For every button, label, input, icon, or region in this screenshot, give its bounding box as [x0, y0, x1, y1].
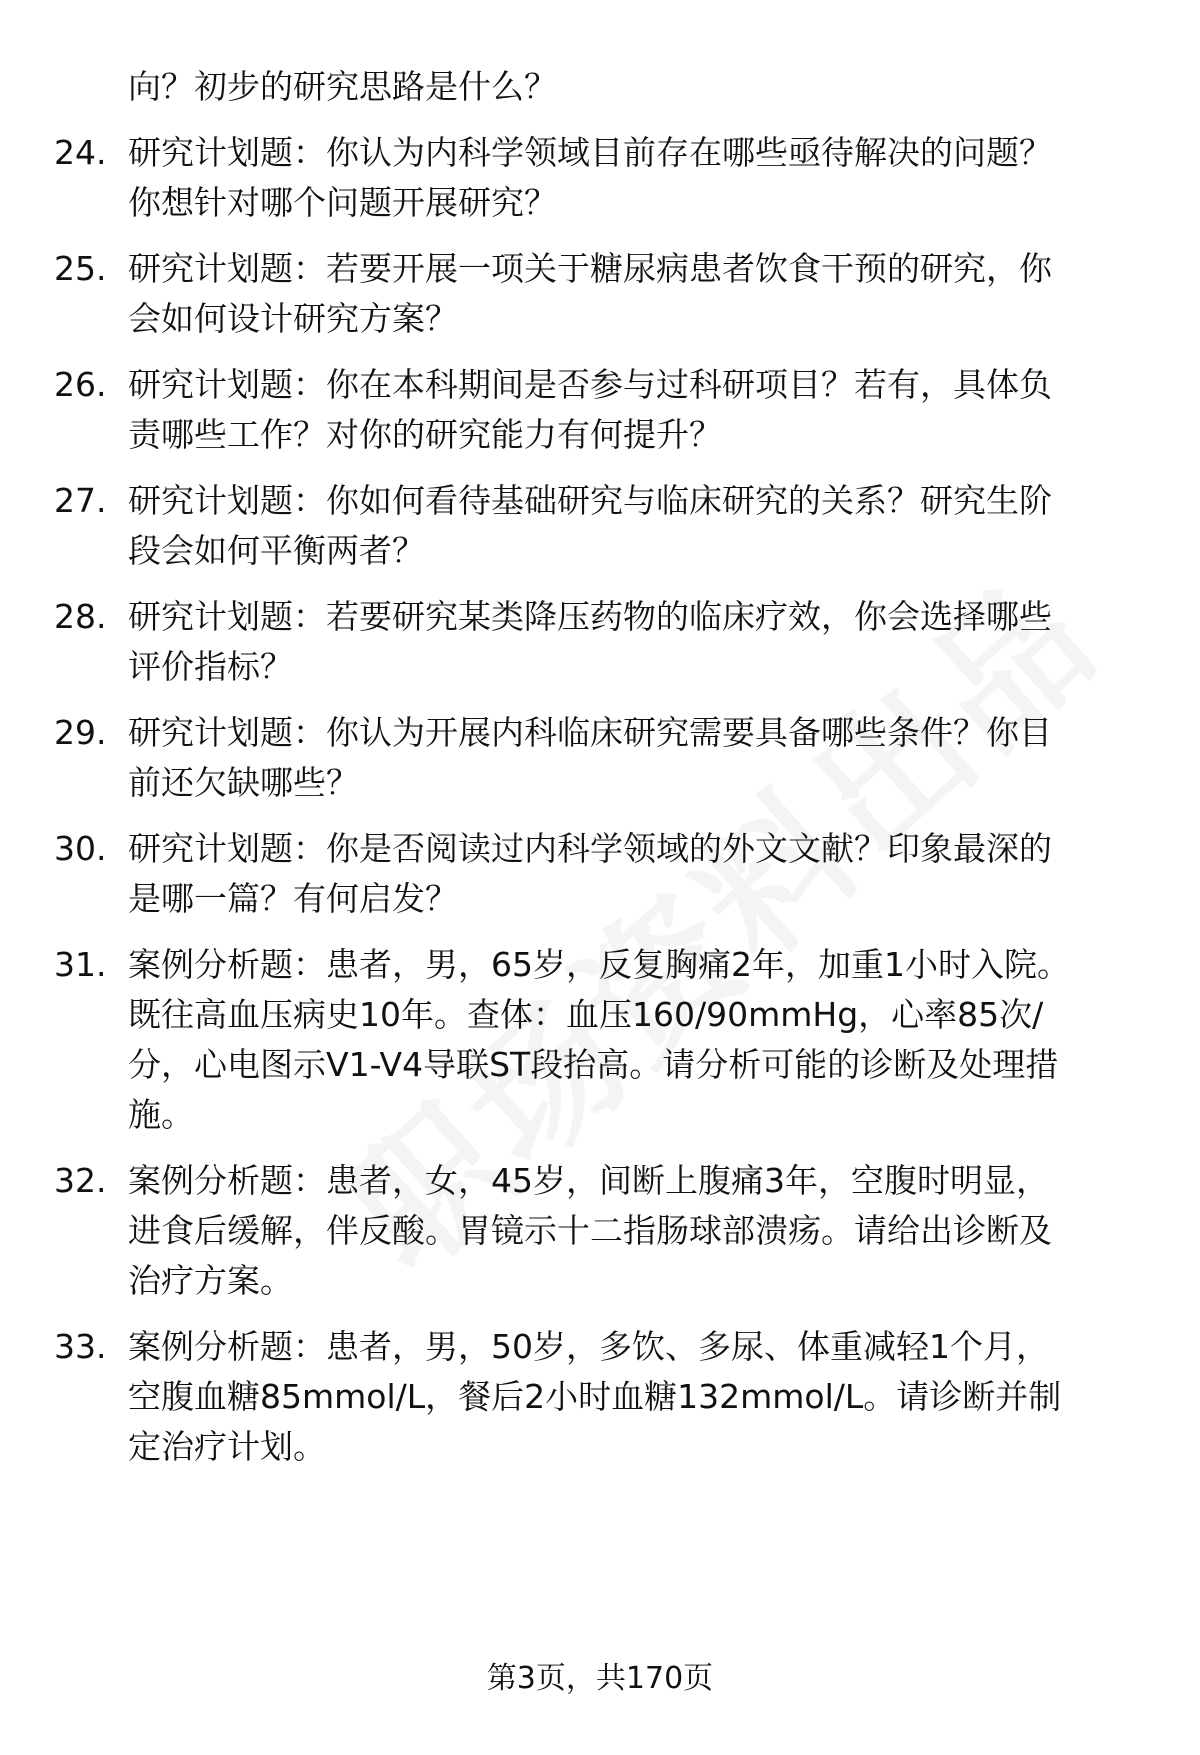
- question-line: 研究计划题：若要开展一项关于糖尿病患者饮食干预的研究，你: [128, 249, 1052, 288]
- question-text: [128, 824, 1148, 924]
- question-line: 研究计划题：你认为内科学领域目前存在哪些亟待解决的问题？: [128, 133, 1052, 172]
- question-line: 研究计划题：你在本科期间是否参与过科研项目？若有，具体负: [128, 365, 1052, 404]
- question-line: 既往高血压病史10年。查体：血压160/90mmHg，心率85次/: [128, 995, 1044, 1034]
- question-line: 评价指标？: [128, 647, 293, 686]
- question-line: 进食后缓解，伴反酸。胃镜示十二指肠球部溃疡。请给出诊断及: [128, 1211, 1052, 1250]
- question-line: 治疗方案。: [128, 1261, 293, 1300]
- question-text: [128, 1156, 1148, 1306]
- question-text: [128, 244, 1148, 344]
- question-number: 27.: [54, 481, 107, 520]
- question-number: 30.: [54, 829, 107, 868]
- question-line: 会如何设计研究方案？: [128, 299, 458, 338]
- question-number: 32.: [54, 1161, 107, 1200]
- question-number: 33.: [54, 1327, 107, 1366]
- question-number: 24.: [54, 133, 107, 172]
- question-line: 研究计划题：若要研究某类降压药物的临床疗效，你会选择哪些: [128, 597, 1052, 636]
- question-number: 26.: [54, 365, 107, 404]
- question-number: 31.: [54, 945, 107, 984]
- question-line: 是哪一篇？有何启发？: [128, 879, 458, 918]
- question-line: 案例分析题：患者，男，65岁，反复胸痛2年，加重1小时入院。: [128, 945, 1070, 984]
- question-line: 研究计划题：你是否阅读过内科学领域的外文文献？印象最深的: [128, 829, 1052, 868]
- question-text: [128, 476, 1148, 576]
- question-line: 空腹血糖85mmol/L，餐后2小时血糖132mmol/L。请诊断并制: [128, 1377, 1062, 1416]
- question-line: 研究计划题：你认为开展内科临床研究需要具备哪些条件？你目: [128, 713, 1052, 752]
- question-text: [128, 360, 1148, 460]
- question-text: [128, 128, 1148, 228]
- question-line: 案例分析题：患者，女，45岁，间断上腹痛3年，空腹时明显，: [128, 1161, 1049, 1200]
- question-text: [128, 592, 1148, 692]
- question-line: 施。: [128, 1095, 194, 1134]
- page-footer: 第3页，共170页: [486, 1661, 714, 1696]
- question-line: 责哪些工作？对你的研究能力有何提升？: [128, 415, 722, 454]
- question-number: 28.: [54, 597, 107, 636]
- question-text: [128, 940, 1148, 1140]
- question-text: [128, 1322, 1148, 1472]
- question-line: 定治疗计划。: [128, 1427, 326, 1466]
- question-line: 研究计划题：你如何看待基础研究与临床研究的关系？研究生阶: [128, 481, 1052, 520]
- question-line: 段会如何平衡两者？: [128, 531, 425, 570]
- question-line: 案例分析题：患者，男，50岁，多饮、多尿、体重减轻1个月，: [128, 1327, 1049, 1366]
- question-line: 前还欠缺哪些？: [128, 763, 359, 802]
- continuation-line: 向？初步的研究思路是什么？: [128, 67, 557, 106]
- question-text: [128, 708, 1148, 808]
- question-number: 25.: [54, 249, 107, 288]
- question-line: 你想针对哪个问题开展研究？: [128, 183, 557, 222]
- question-line: 分，心电图示V1-V4导联ST段抬高。请分析可能的诊断及处理措: [128, 1045, 1059, 1084]
- question-number: 29.: [54, 713, 107, 752]
